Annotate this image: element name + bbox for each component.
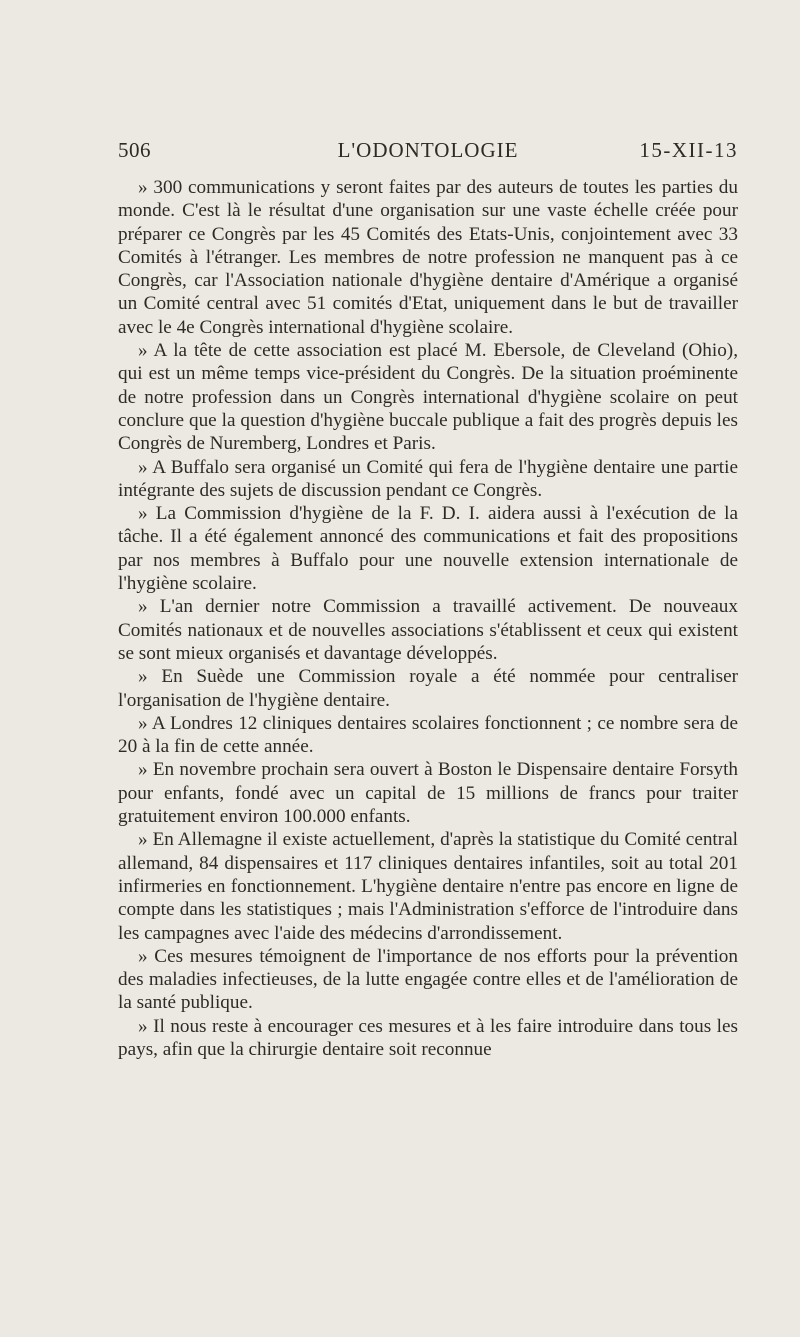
running-header [118,138,738,166]
page-number: 506 [118,138,151,162]
paragraph: » Ces mesures témoignent de l'importance de nos efforts pour la prévention des maladies infectieuses, de la lutte engagée contre elles et de l'amélioration de la santé publique. [118,945,738,1014]
paragraph: » En Allemagne il existe actuellement, d'après la statistique du Comité central allemand, 84 dispensaires et 117 cliniques dentaires infantiles, soit au total 201 infirmeries en fonctionnement. L'hygiène dentaire n'entre pas encore en ligne de compte dans les statistiques ; mais l'Administration s'efforce de l'introduire dans les campagnes avec l'aide des médecins d'arrondissement. [118,829,738,944]
paragraph: » La Commission d'hygiène de la F. D. I. aidera aussi à l'exécution de la tâche. Il a été également annoncé des communications et fait des propositions par nos membres à Buffalo pour une nouvelle extension internationale de l'hygiène scolaire. [118,503,738,595]
body-text [118,176,738,1061]
paragraph: » En Suède une Commission royale a été nommée pour centraliser l'organisation de l'hygiène dentaire. [118,666,738,711]
paragraph: » Il nous reste à encourager ces mesures et à les faire introduire dans tous les pays, afin que la chirurgie dentaire soit reconnue [118,1015,738,1060]
running-title: L'ODONTOLOGIE [337,138,519,162]
paragraph: » 300 communications y seront faites par des auteurs de toutes les parties du monde. C'est là le résultat d'une organisation sur une vaste échelle créée pour préparer ce Congrès par les 45 Comités des Etats-Unis, conjointement avec 33 Comités à l'étranger. Les membres de notre profession ne manquent pas à ce Congrès, car l'Association nationale d'hygiène dentaire d'Amérique a organisé un Comité central avec 51 comités d'Etat, uniquement dans le but de travailler avec le 4e Congrès international d'hygiène scolaire. [118,177,738,338]
issue-date: 15-XII-13 [639,138,738,162]
paragraph: » A Buffalo sera organisé un Comité qui fera de l'hygiène dentaire une partie intégrante des sujets de discussion pendant ce Congrès. [118,456,738,501]
paragraph: » A Londres 12 cliniques dentaires scolaires fonctionnent ; ce nombre sera de 20 à la fin de cette année. [118,712,738,758]
paragraph: » L'an dernier notre Commission a travaillé activement. De nouveaux Comités nationaux et de nouvelles associations s'établissent et ceux qui existent se sont mieux organisés et davantage développés. [118,596,738,664]
paragraph: » En novembre prochain sera ouvert à Boston le Dispensaire dentaire Forsyth pour enfants, fondé avec un capital de 15 millions de francs pour traiter gratuitement environ 100.000 enfants. [118,759,738,828]
paragraph: » A la tête de cette association est placé M. Ebersole, de Cleveland (Ohio), qui est un même temps vice-président du Congrès. De la situation proéminente de notre profession dans un Congrès international d'hygiène scolaire on peut conclure que la question d'hygiène buccale publique a fait des progrès depuis les Congrès de Nuremberg, Londres et Paris. [118,340,738,455]
